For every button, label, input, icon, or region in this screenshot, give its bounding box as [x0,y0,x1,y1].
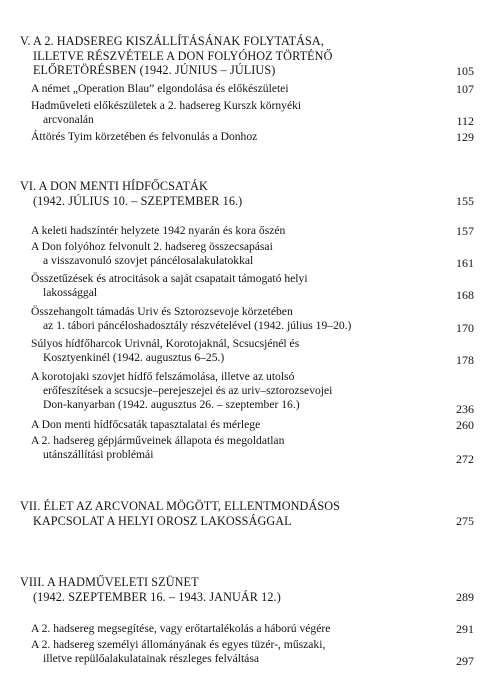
entry-page: 291 [456,622,474,636]
chapter-title-line: (1942. JÚLIUS 10. – SZEPTEMBER 16.) [33,193,243,208]
chapter-7-title [20,499,440,528]
entry-text: Összetűzések és atrocitások a saját csapatait támogató helyi [31,272,308,285]
entry-text: A 2. hadsereg személyi állományának és egyes tüzér-, műszaki, [31,638,326,651]
chapter-title-line: VI. A DON MENTI HÍDFŐCSATÁK [20,179,208,193]
chapter-5-page: 105 [456,64,474,78]
entry-page: 236 [456,402,474,416]
toc-entry [31,130,471,144]
entry-text: A keleti hadszíntér helyzete 1942 nyarán és kora őszén [31,224,286,237]
toc-entry [31,337,471,365]
entry-text: Hadműveleti előkészületek a 2. hadsereg Kurszk környéki [31,99,302,112]
entry-page: 161 [456,256,474,270]
entry-text: Kosztyenkinél (1942. augusztus 6–25.) [43,351,225,365]
entry-text: utánszállítási problémái [43,448,154,462]
entry-page: 272 [456,452,474,466]
entry-page: 157 [456,224,474,238]
entry-text: A 2. hadsereg gépjárműveinek állapota és megoldatlan [31,434,285,447]
entry-page: 170 [456,321,474,335]
entry-page: 297 [456,654,474,668]
entry-text: erőfeszítések a scsucsje–perejeszejei és az uriv–sztorozsevojei [43,384,333,398]
chapter-6-page: 155 [456,194,474,208]
entry-page: 112 [456,114,474,128]
chapter-title-line: (1942. SZEPTEMBER 16. – 1943. JANUÁR 12.) [33,589,281,604]
toc-entry [31,82,471,96]
entry-text: lakossággal [43,286,98,300]
toc-entry [31,305,471,333]
entry-page: 129 [456,130,474,144]
entry-text: illetve repülőalakulatainak részleges felváltása [43,652,259,666]
toc-entry [31,99,471,127]
entry-text: Súlyos hídfőharcok Urivnál, Korotojaknál, Scsucsjénél és [31,337,300,350]
toc-entry [31,370,471,413]
toc-entry [31,224,471,238]
chapter-title-line: ILLETVE RÉSZVÉTELE A DON FOLYÓHOZ TÖRTÉNŐ [33,48,333,63]
entry-text: A Don folyóhoz felvonult 2. hadsereg összecsapásai [31,240,273,253]
chapter-title-line: VIII. A HADMŰVELETI SZÜNET [20,575,199,589]
toc-entry [31,418,471,432]
entry-page: 260 [456,418,474,432]
toc-entry [31,240,471,268]
toc-entry [31,434,471,462]
chapter-6-title [20,179,440,208]
toc-entry [31,622,471,636]
entry-text: A Don menti hídfőcsaták tapasztalatai és mérlege [31,418,261,431]
chapter-8-title [20,575,440,604]
chapter-title-line: V. A 2. HADSEREG KISZÁLLÍTÁSÁNAK FOLYTATÁSA, [20,34,324,48]
entry-text: Don-kanyarban (1942. augusztus 26. – szeptember 16.) [43,398,300,412]
entry-text: Áttörés Tyim körzetében és felvonulás a Donhoz [31,130,258,143]
entry-text: arcvonalán [43,113,94,127]
chapter-5-title [20,34,440,78]
chapter-7-page: 275 [456,514,474,528]
entry-page: 168 [456,288,474,302]
entry-page: 107 [456,82,474,96]
toc-entry [31,272,471,300]
entry-text: A korotojaki szovjet hídfő felszámolása, illetve az utolsó [31,370,295,383]
entry-page: 178 [456,353,474,367]
entry-text: az 1. tábori páncéloshadosztály részvételével (1942. július 19–20.) [43,319,352,333]
entry-text: A német „Operation Blau” elgondolása és előkészületei [31,82,289,95]
entry-text: Összehangolt támadás Uriv és Sztorozsevoje körzetében [31,305,293,318]
toc-entry [31,638,471,666]
chapter-8-page: 289 [456,590,474,604]
entry-text: a visszavonuló szovjet páncélosalakulatokkal [43,254,254,268]
chapter-title-line: VII. ÉLET AZ ARCVONAL MÖGÖTT, ELLENTMONDÁSOS [20,499,341,513]
chapter-title-line: ELŐRETÖRÉSBEN (1942. JÚNIUS – JÚLIUS) [33,63,276,78]
entry-text: A 2. hadsereg megsegítése, vagy erőtartalékolás a háború végére [31,622,331,635]
chapter-title-line: KAPCSOLAT A HELYI OROSZ LAKOSSÁGGAL [33,513,292,528]
